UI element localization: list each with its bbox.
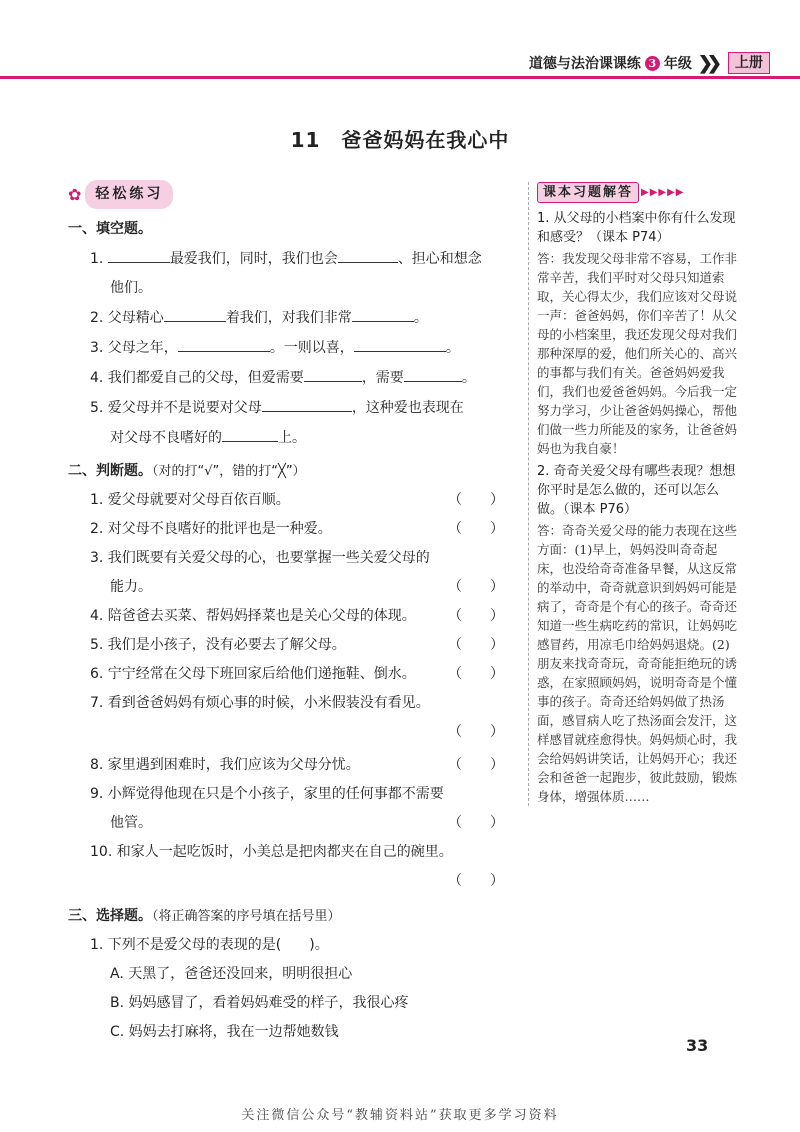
fill-q5-cont: 对父母不良嗜好的 上。 — [68, 423, 516, 453]
choice-note: （将正确答案的序号填在括号里） — [152, 909, 341, 924]
judge-item-paren-row — [68, 867, 516, 896]
practice-badge-label: 轻松练习 — [85, 180, 173, 209]
footer-note: 关注微信公众号“教辅资料站”获取更多学习资料 — [241, 1108, 559, 1123]
fill-q3: 3. 父母之年， 。一则以喜， 。 — [68, 333, 516, 363]
answer-question-1: 1. 从父母的小档案中你有什么发现和感受？（课本 P74） — [537, 211, 736, 245]
answer-blank[interactable] — [262, 393, 352, 412]
header-tab — [529, 50, 770, 76]
arrows-icon: ▶▶▶▶▶ — [641, 187, 685, 198]
choice-q1: 1. 下列不是爱父母的表现的是( )。 — [90, 937, 329, 953]
answer-blank[interactable] — [338, 244, 398, 263]
fill-q4: 4. 我们都爱自己的父母，但爱需要 ，需要 。 — [68, 363, 516, 393]
answer-paren[interactable]: （ ） — [448, 637, 504, 653]
answer-paren[interactable]: （ ） — [448, 492, 504, 508]
answer-paren[interactable]: （ ） — [448, 815, 504, 831]
answer-paren[interactable]: （ ） — [448, 873, 504, 889]
judge-item: 10. 和家人一起吃饭时，小美总是把肉都夹在自己的碗里。 — [90, 844, 453, 860]
judge-item: 8. 家里遇到困难时，我们应该为父母分忧。 （ ） — [68, 751, 516, 780]
practice-badge — [68, 183, 173, 207]
choice-option-a: A. 天黑了，爸爸还没回来，明明很担心 — [110, 966, 353, 982]
judge-item: 3. 我们既要有关爱父母的心，也要掌握一些关爱父母的 — [90, 550, 430, 566]
answer-paren[interactable]: （ ） — [448, 666, 504, 682]
answer-blank[interactable] — [178, 333, 270, 352]
volume-label: 上册 — [728, 52, 770, 74]
judge-item: 2. 对父母不良嗜好的批评也是一种爱。 （ ） — [68, 515, 516, 544]
answer-paren[interactable]: （ ） — [448, 757, 504, 773]
judge-item-paren-row — [68, 718, 516, 747]
judge-item: 7. 看到爸爸妈妈有烦心事的时候，小米假装没有看见。 — [90, 695, 430, 711]
fill-q2: 2. 父母精心 着我们，对我们非常 。 — [68, 303, 516, 333]
answer-question-2: 2. 奇奇关爱父母有哪些表现？想想你平时是怎么做的，还可以怎么做。（课本 P76） — [537, 464, 736, 517]
fill-q1: 1. 最爱我们，同时，我们也会 、担心和想念 — [68, 244, 516, 274]
fill-q1-cont: 他们。 — [110, 280, 152, 296]
grade-number: 3 — [645, 56, 660, 71]
choice-option-c: C. 妈妈去打麻将，我在一边帮她数钱 — [110, 1024, 339, 1040]
answer-paren[interactable]: （ ） — [448, 608, 504, 624]
answer-paren[interactable]: （ ） — [448, 579, 504, 595]
answers-column — [528, 182, 741, 806]
answers-badge-label: 课本习题解答 — [537, 182, 639, 203]
page-title: 11 爸爸妈妈在我心中 — [290, 128, 510, 152]
answer-blank[interactable] — [352, 303, 414, 322]
answer-blank[interactable] — [222, 423, 278, 442]
judge-item: 4. 陪爸爸去买菜、帮妈妈择菜也是关心父母的体现。 （ ） — [68, 602, 516, 631]
judge-heading: 二、判断题。（对的打“√”，错的打“╳”） — [68, 463, 306, 479]
choice-heading: 三、选择题。（将正确答案的序号填在括号里） — [68, 908, 341, 924]
answers-badge — [537, 182, 741, 203]
judge-item: 9. 小辉觉得他现在只是个小孩子，家里的任何事都不需要 — [90, 786, 444, 802]
answer-blank[interactable] — [304, 363, 362, 382]
series-name: 道德与法治课课练 — [528, 56, 641, 72]
judge-item-cont: 他管。 （ ） — [68, 809, 516, 838]
grade-label: 年级 — [663, 56, 692, 72]
answer-text-2: 答：奇奇关爱父母的能力表现在这些方面：(1)早上，妈妈没叫奇奇起床，也没给奇奇准备早餐，从这反常的举动中，奇奇就意识到妈妈可能是病了，奇奇是个有心的孩子。奇奇还知道一些生病吃药的常识，让妈妈吃感冒药，用凉毛巾给妈妈退烧。(2)朋友来找奇奇玩，奇奇能拒绝玩的诱惑，在家照顾妈妈，说明奇奇是个懂事的孩子。奇奇还给妈妈做了热汤面，感冒病人吃了热汤面会发汗，这样感冒就痊愈得快。妈妈烦心时，我会给妈妈讲笑话，让妈妈开心；我还会和爸爸一起跑步，彼此鼓励，锻炼身体，增强体质…… — [537, 523, 738, 804]
fill-q5: 5. 爱父母并不是说要对父母 ，这种爱也表现在 — [68, 393, 516, 423]
answer-paren[interactable]: （ ） — [448, 521, 504, 537]
answer-blank[interactable] — [354, 333, 446, 352]
answer-paren[interactable]: （ ） — [448, 724, 504, 740]
fill-heading: 一、填空题。 — [68, 221, 152, 237]
answer-blank[interactable] — [164, 303, 226, 322]
answer-blank[interactable] — [404, 363, 462, 382]
judge-item: 1. 爱父母就要对父母百依百顺。 （ ） — [68, 486, 516, 515]
header-rule — [0, 76, 800, 79]
judge-item: 5. 我们是小孩子，没有必要去了解父母。 （ ） — [68, 631, 516, 660]
choice-option-b: B. 妈妈感冒了，看着妈妈难受的样子，我很心疼 — [110, 995, 409, 1011]
judge-note: （对的打“√”，错的打“╳”） — [152, 464, 306, 479]
double-chevron-icon: ❯❯ — [697, 52, 716, 74]
page-number: 33 — [686, 1036, 709, 1055]
judge-item: 6. 宁宁经常在父母下班回家后给他们递拖鞋、倒水。 （ ） — [68, 660, 516, 689]
exercise-column — [68, 182, 516, 1047]
judge-item-cont: 能力。 （ ） — [68, 573, 516, 602]
answer-text-1: 答：我发现父母非常不容易，工作非常辛苦，我们平时对父母只知道索取，关心得太少，我们应该对父母说一声：爸爸妈妈，你们辛苦了！从父母的小档案里，我还发现父母对我们那种深厚的爱，他们所关心的、高兴的事都与我们有关。爸爸妈妈爱我们，我们也爱爸爸妈妈。今后我一定努力学习，少让爸爸妈妈操心，帮他们做一些力所能及的家务，让爸爸妈妈也为我自豪！ — [537, 251, 738, 456]
answer-blank[interactable] — [108, 244, 170, 263]
flower-icon: ✿ — [68, 185, 82, 204]
